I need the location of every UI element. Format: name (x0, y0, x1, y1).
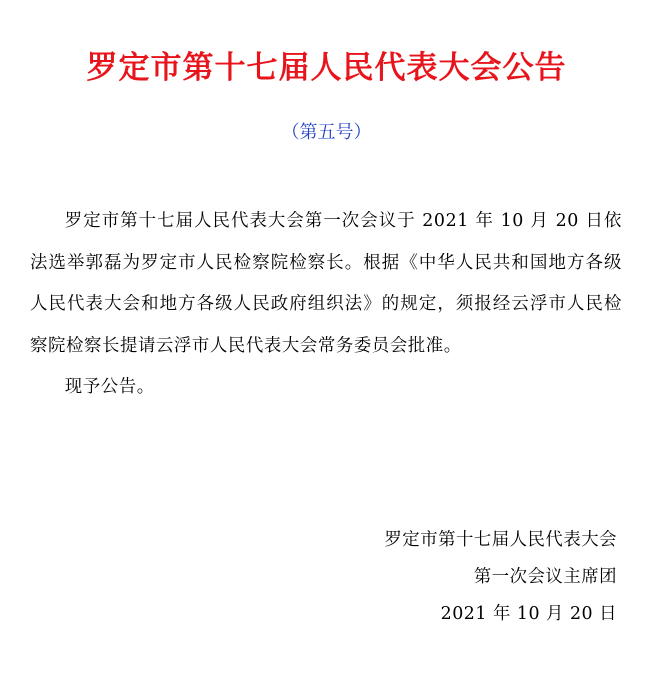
announcement-body (30, 201, 622, 409)
body-paragraph-main: 罗定市第十七届人民代表大会第一次会议于 2021 年 10 月 20 日依法选举郭磊为罗定市人民检察院检察长。根据《中华人民共和国地方各级人民代表大会和地方各级人民政府组织法》的规定，须报经云浮市人民检察院检察长提请云浮市人民代表大会常务委员会批准。 (30, 211, 622, 356)
signature-org: 罗定市第十七届人民代表大会 (384, 530, 617, 550)
body-paragraph-closing: 现予公告。 (64, 377, 155, 398)
signature-date: 2021 年 10 月 20 日 (440, 604, 617, 624)
signature-presidium: 第一次会议主席团 (473, 567, 617, 587)
announcement-number: （第五号） (281, 122, 372, 143)
announcement-title: 罗定市第十七届人民代表大会公告 (86, 50, 567, 86)
signature-block (384, 522, 617, 633)
